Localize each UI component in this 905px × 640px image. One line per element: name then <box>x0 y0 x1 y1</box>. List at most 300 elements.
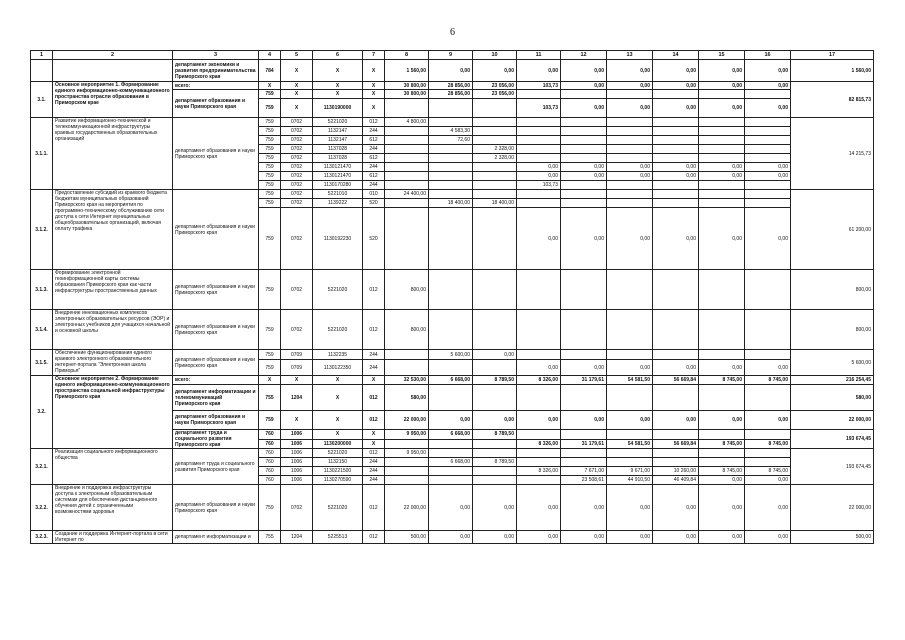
code-csr: 1139222 <box>313 199 363 208</box>
num-cell <box>31 60 53 82</box>
value-cell: 18 400,00 <box>473 199 517 208</box>
code-rzpr: 0709 <box>281 350 313 360</box>
org-cell: департамент информатизации и телекоммуникаций Приморского края <box>173 385 259 411</box>
code-csr: 1130200000 <box>313 439 363 449</box>
value-cell: 0,00 <box>607 60 653 82</box>
code-csr: 1130221500 <box>313 467 363 476</box>
value-cell <box>385 145 429 154</box>
value-cell <box>745 181 791 190</box>
code-vr: 012 <box>363 118 385 127</box>
value-cell: 0,00 <box>653 360 699 376</box>
value-cell <box>607 270 653 310</box>
num-cell: 3.2.3. <box>31 531 53 544</box>
code-vr: 244 <box>363 145 385 154</box>
column-header: 7 <box>363 51 385 60</box>
code-grbs: 760 <box>259 449 281 458</box>
code-rzpr: 0702 <box>281 190 313 199</box>
value-cell: 0,00 <box>745 82 791 90</box>
value-cell: 0,00 <box>473 60 517 82</box>
code-csr: X <box>313 411 363 430</box>
value-cell: 0,00 <box>561 99 607 118</box>
code-csr: 5221010 <box>313 190 363 199</box>
code-rzpr: 0702 <box>281 172 313 181</box>
value-cell <box>473 476 517 485</box>
value-cell: 103,73 <box>517 181 561 190</box>
code-rzpr: X <box>281 82 313 90</box>
code-rzpr: 0702 <box>281 208 313 270</box>
code-vr: 244 <box>363 163 385 172</box>
value-cell: 8 745,00 <box>699 376 745 385</box>
org-cell: департамент образования и науки Приморского края <box>173 310 259 350</box>
value-cell: 0,00 <box>607 163 653 172</box>
value-cell: 0,00 <box>429 411 473 430</box>
value-cell <box>699 199 745 208</box>
value-cell: 0,00 <box>607 208 653 270</box>
table-row <box>31 51 874 60</box>
value-cell <box>653 199 699 208</box>
value-cell: 8 326,00 <box>517 376 561 385</box>
table-row <box>31 60 874 82</box>
num-cell: 3.2. <box>31 376 53 449</box>
value-cell: 0,00 <box>653 531 699 544</box>
value-cell: 0,00 <box>517 172 561 181</box>
code-grbs: 759 <box>259 172 281 181</box>
value-cell: 103,73 <box>517 99 561 118</box>
value-cell <box>653 310 699 350</box>
value-cell: 0,00 <box>561 172 607 181</box>
value-cell: 0,00 <box>699 60 745 82</box>
column-header: 8 <box>385 51 429 60</box>
value-cell <box>517 476 561 485</box>
value-cell <box>385 154 429 163</box>
value-cell <box>607 136 653 145</box>
value-cell <box>653 190 699 199</box>
name-cell: Создание и поддержка Интернет-портала в сети Интернет по <box>53 531 173 544</box>
value-cell: 0,00 <box>745 411 791 430</box>
code-vr: X <box>363 82 385 90</box>
total-cell: 193 674,45 <box>791 449 874 485</box>
code-csr: 5221020 <box>313 118 363 127</box>
name-cell: Внедрение и поддержка инфраструктуры доступа к электронным образовательным системам для обеспечения дистанционного обучения детей с ограниченными возможностями здоровья <box>53 485 173 531</box>
column-header: 3 <box>173 51 259 60</box>
code-grbs: 759 <box>259 136 281 145</box>
value-cell: 8 745,00 <box>745 376 791 385</box>
value-cell <box>385 360 429 376</box>
value-cell <box>429 190 473 199</box>
code-csr: 1130270590 <box>313 476 363 485</box>
value-cell <box>385 458 429 467</box>
value-cell <box>745 199 791 208</box>
code-grbs: 759 <box>259 145 281 154</box>
value-cell: 0,00 <box>653 99 699 118</box>
total-cell: 193 674,45 <box>791 430 874 449</box>
value-cell <box>517 458 561 467</box>
value-cell <box>429 154 473 163</box>
column-header: 6 <box>313 51 363 60</box>
name-cell: Реализация социального информационного общества <box>53 449 173 485</box>
value-cell: 6 668,00 <box>429 458 473 467</box>
value-cell <box>429 360 473 376</box>
value-cell <box>385 163 429 172</box>
value-cell <box>517 385 561 411</box>
code-vr: X <box>363 90 385 99</box>
value-cell: 8 789,50 <box>473 430 517 440</box>
value-cell <box>745 136 791 145</box>
value-cell: 0,00 <box>745 60 791 82</box>
value-cell: 0,00 <box>429 60 473 82</box>
name-cell: Формирование электронной геоинформационной карты системы образования Приморского края как части инфраструктуры пространственных данных <box>53 270 173 310</box>
value-cell: 8 745,00 <box>699 439 745 449</box>
code-vr: 520 <box>363 199 385 208</box>
code-rzpr: 0702 <box>281 310 313 350</box>
code-rzpr: 1204 <box>281 531 313 544</box>
value-cell <box>607 145 653 154</box>
value-cell <box>653 154 699 163</box>
total-cell: 500,00 <box>791 531 874 544</box>
org-cell: департамент образования и науки Приморского края <box>173 118 259 190</box>
org-cell: всего: <box>173 376 259 385</box>
code-vr: 012 <box>363 411 385 430</box>
value-cell: 8 789,50 <box>473 376 517 385</box>
total-cell: 800,00 <box>791 270 874 310</box>
value-cell <box>561 127 607 136</box>
value-cell: 103,73 <box>517 82 561 90</box>
code-rzpr: X <box>281 411 313 430</box>
value-cell <box>429 439 473 449</box>
code-vr: 244 <box>363 467 385 476</box>
code-grbs: 760 <box>259 439 281 449</box>
code-grbs: 759 <box>259 127 281 136</box>
value-cell <box>745 145 791 154</box>
code-csr: 5221020 <box>313 310 363 350</box>
total-cell: 580,00 <box>791 385 874 411</box>
value-cell: 8 789,50 <box>473 458 517 467</box>
value-cell <box>561 199 607 208</box>
code-rzpr: 0702 <box>281 270 313 310</box>
code-rzpr: 0702 <box>281 127 313 136</box>
page-number: 6 <box>450 27 455 38</box>
value-cell <box>699 350 745 360</box>
code-csr: 1130122350 <box>313 360 363 376</box>
code-vr: 012 <box>363 531 385 544</box>
value-cell: 0,00 <box>429 485 473 531</box>
value-cell <box>561 350 607 360</box>
value-cell: 46 409,84 <box>653 476 699 485</box>
value-cell <box>473 163 517 172</box>
value-cell: 0,00 <box>561 411 607 430</box>
code-rzpr: 1006 <box>281 467 313 476</box>
code-rzpr: 1006 <box>281 449 313 458</box>
code-grbs: X <box>259 82 281 90</box>
value-cell: 8 326,00 <box>517 467 561 476</box>
value-cell <box>473 360 517 376</box>
org-cell: департамент информатизации и <box>173 531 259 544</box>
column-header: 14 <box>653 51 699 60</box>
total-cell: 61 200,00 <box>791 190 874 270</box>
value-cell <box>561 458 607 467</box>
value-cell: 4 800,00 <box>385 118 429 127</box>
value-cell <box>607 430 653 440</box>
total-cell: 22 000,00 <box>791 485 874 531</box>
value-cell <box>473 385 517 411</box>
value-cell <box>653 136 699 145</box>
value-cell <box>473 439 517 449</box>
value-cell <box>385 467 429 476</box>
code-csr: 1132147 <box>313 127 363 136</box>
value-cell: 0,00 <box>517 360 561 376</box>
value-cell <box>517 145 561 154</box>
code-csr: X <box>313 385 363 411</box>
code-grbs: 759 <box>259 190 281 199</box>
code-csr: X <box>313 60 363 82</box>
table-row <box>31 190 874 199</box>
code-vr: X <box>363 99 385 118</box>
value-cell <box>473 449 517 458</box>
value-cell <box>745 449 791 458</box>
value-cell <box>473 99 517 118</box>
value-cell <box>473 270 517 310</box>
value-cell <box>429 385 473 411</box>
code-grbs: 760 <box>259 467 281 476</box>
num-cell: 3.1.1. <box>31 118 53 190</box>
name-cell: Основное мероприятие 2. Формирование единого информационно-коммуникационного пространства социальной инфраструктуры Приморского края <box>53 376 173 449</box>
code-vr: 012 <box>363 385 385 411</box>
value-cell <box>429 172 473 181</box>
value-cell: 22 000,00 <box>385 411 429 430</box>
num-cell: 3.1.5. <box>31 350 53 376</box>
value-cell <box>607 449 653 458</box>
value-cell <box>517 430 561 440</box>
value-cell <box>561 145 607 154</box>
value-cell: 31 179,61 <box>561 376 607 385</box>
org-cell: департамент образования и науки Приморского края <box>173 411 259 430</box>
code-grbs: 759 <box>259 350 281 360</box>
value-cell <box>385 99 429 118</box>
org-cell: департамент образования и науки Приморского края <box>173 90 259 118</box>
code-vr: X <box>363 439 385 449</box>
value-cell <box>429 118 473 127</box>
table-row <box>31 350 874 360</box>
value-cell <box>745 154 791 163</box>
code-csr: 1130121470 <box>313 172 363 181</box>
value-cell: 0,00 <box>699 163 745 172</box>
table-row <box>31 82 874 90</box>
value-cell: 0,00 <box>517 485 561 531</box>
value-cell: 0,00 <box>429 531 473 544</box>
value-cell <box>561 90 607 99</box>
value-cell <box>517 127 561 136</box>
value-cell <box>473 172 517 181</box>
value-cell <box>699 181 745 190</box>
value-cell <box>385 181 429 190</box>
value-cell <box>745 310 791 350</box>
name-cell <box>53 60 173 82</box>
value-cell <box>517 190 561 199</box>
value-cell <box>745 350 791 360</box>
value-cell <box>745 385 791 411</box>
value-cell <box>517 90 561 99</box>
value-cell: 0,00 <box>561 208 607 270</box>
code-rzpr: 0702 <box>281 118 313 127</box>
value-cell <box>561 385 607 411</box>
value-cell <box>699 310 745 350</box>
code-csr: 1137028 <box>313 145 363 154</box>
value-cell <box>429 145 473 154</box>
code-grbs: 759 <box>259 360 281 376</box>
value-cell <box>607 154 653 163</box>
value-cell: 44 910,50 <box>607 476 653 485</box>
value-cell: 8 745,00 <box>745 467 791 476</box>
code-rzpr: 1204 <box>281 385 313 411</box>
value-cell: 0,00 <box>653 163 699 172</box>
code-rzpr: 0702 <box>281 163 313 172</box>
value-cell <box>607 385 653 411</box>
value-cell: 0,00 <box>607 172 653 181</box>
org-cell: всего: <box>173 82 259 90</box>
value-cell: 0,00 <box>745 208 791 270</box>
code-rzpr: X <box>281 90 313 99</box>
value-cell <box>429 270 473 310</box>
value-cell <box>517 154 561 163</box>
value-cell: 30 800,00 <box>385 90 429 99</box>
value-cell: 0,00 <box>745 172 791 181</box>
value-cell: 0,00 <box>745 360 791 376</box>
value-cell <box>561 154 607 163</box>
value-cell: 56 669,84 <box>653 439 699 449</box>
value-cell <box>699 458 745 467</box>
value-cell <box>517 350 561 360</box>
code-csr: 1130170280 <box>313 181 363 190</box>
code-grbs: 760 <box>259 458 281 467</box>
table-row <box>31 270 874 310</box>
value-cell: 0,00 <box>745 485 791 531</box>
code-csr: X <box>313 430 363 440</box>
total-cell: 22 000,00 <box>791 411 874 430</box>
code-vr: X <box>363 60 385 82</box>
value-cell <box>653 127 699 136</box>
org-cell: департамент образования и науки Приморского края <box>173 350 259 376</box>
value-cell <box>385 172 429 181</box>
value-cell <box>653 118 699 127</box>
value-cell: 0,00 <box>607 485 653 531</box>
value-cell <box>699 430 745 440</box>
total-cell: 800,00 <box>791 310 874 350</box>
org-cell: департамент труда и социального развития Приморского края <box>173 430 259 449</box>
value-cell: 72,60 <box>429 136 473 145</box>
value-cell <box>561 118 607 127</box>
value-cell <box>653 145 699 154</box>
value-cell <box>473 467 517 476</box>
total-cell: 5 600,00 <box>791 350 874 376</box>
value-cell: 8 745,00 <box>745 439 791 449</box>
code-grbs: 760 <box>259 476 281 485</box>
num-cell: 3.1.3. <box>31 270 53 310</box>
value-cell <box>745 270 791 310</box>
code-rzpr: 0702 <box>281 485 313 531</box>
code-grbs: 759 <box>259 90 281 99</box>
code-grbs: 759 <box>259 485 281 531</box>
code-rzpr: 0702 <box>281 154 313 163</box>
value-cell <box>607 190 653 199</box>
column-header: 1 <box>31 51 53 60</box>
code-vr: 612 <box>363 154 385 163</box>
value-cell <box>607 458 653 467</box>
value-cell <box>653 458 699 467</box>
org-cell: департамент образования и науки Приморского края <box>173 270 259 310</box>
value-cell <box>607 310 653 350</box>
code-csr: X <box>313 90 363 99</box>
table-row <box>31 449 874 458</box>
org-cell: департамент образования и науки Приморского края <box>173 485 259 531</box>
value-cell: 56 669,84 <box>653 376 699 385</box>
value-cell <box>699 385 745 411</box>
code-rzpr: 1006 <box>281 439 313 449</box>
name-cell: Предоставление субсидий из краевого бюджета бюджетам муниципальных образований Приморского края на мероприятия по программно-техническому обслуживанию сети доступа к сети Интернет муниципальных общеобразовательных организаций, включая оплату трафика <box>53 190 173 270</box>
code-vr: 612 <box>363 136 385 145</box>
value-cell <box>653 449 699 458</box>
value-cell <box>473 310 517 350</box>
value-cell: 800,00 <box>385 310 429 350</box>
value-cell: 10 260,00 <box>653 467 699 476</box>
column-header: 11 <box>517 51 561 60</box>
org-cell: департамент труда и социального развития Приморского края <box>173 449 259 485</box>
value-cell <box>473 181 517 190</box>
value-cell <box>517 310 561 350</box>
value-cell <box>699 270 745 310</box>
value-cell: 0,00 <box>699 531 745 544</box>
num-cell: 3.2.1. <box>31 449 53 485</box>
value-cell: 9 950,00 <box>385 449 429 458</box>
value-cell <box>473 190 517 199</box>
value-cell <box>699 145 745 154</box>
value-cell: 0,00 <box>699 208 745 270</box>
value-cell <box>429 163 473 172</box>
code-rzpr: X <box>281 99 313 118</box>
code-grbs: 759 <box>259 181 281 190</box>
value-cell: 22 000,00 <box>385 485 429 531</box>
code-csr: 1130121470 <box>313 163 363 172</box>
value-cell: 0,00 <box>699 411 745 430</box>
column-header: 2 <box>53 51 173 60</box>
code-vr: 012 <box>363 485 385 531</box>
value-cell <box>385 476 429 485</box>
value-cell: 0,00 <box>699 172 745 181</box>
value-cell: 0,00 <box>607 82 653 90</box>
value-cell <box>607 181 653 190</box>
code-vr: 010 <box>363 190 385 199</box>
value-cell: 6 668,00 <box>429 430 473 440</box>
value-cell: 0,00 <box>473 350 517 360</box>
value-cell: 28 856,00 <box>429 90 473 99</box>
value-cell: 54 581,50 <box>607 439 653 449</box>
code-csr: 5221020 <box>313 449 363 458</box>
value-cell <box>561 181 607 190</box>
code-rzpr: 0702 <box>281 145 313 154</box>
value-cell <box>653 270 699 310</box>
value-cell: 8 745,00 <box>699 467 745 476</box>
code-csr: X <box>313 82 363 90</box>
value-cell <box>653 430 699 440</box>
code-grbs: 759 <box>259 99 281 118</box>
value-cell: 580,00 <box>385 385 429 411</box>
code-csr: 1137028 <box>313 154 363 163</box>
value-cell: 0,00 <box>561 60 607 82</box>
value-cell <box>473 136 517 145</box>
total-cell: 216 254,45 <box>791 376 874 385</box>
column-header: 9 <box>429 51 473 60</box>
value-cell: 0,00 <box>653 82 699 90</box>
code-rzpr: 1006 <box>281 430 313 440</box>
